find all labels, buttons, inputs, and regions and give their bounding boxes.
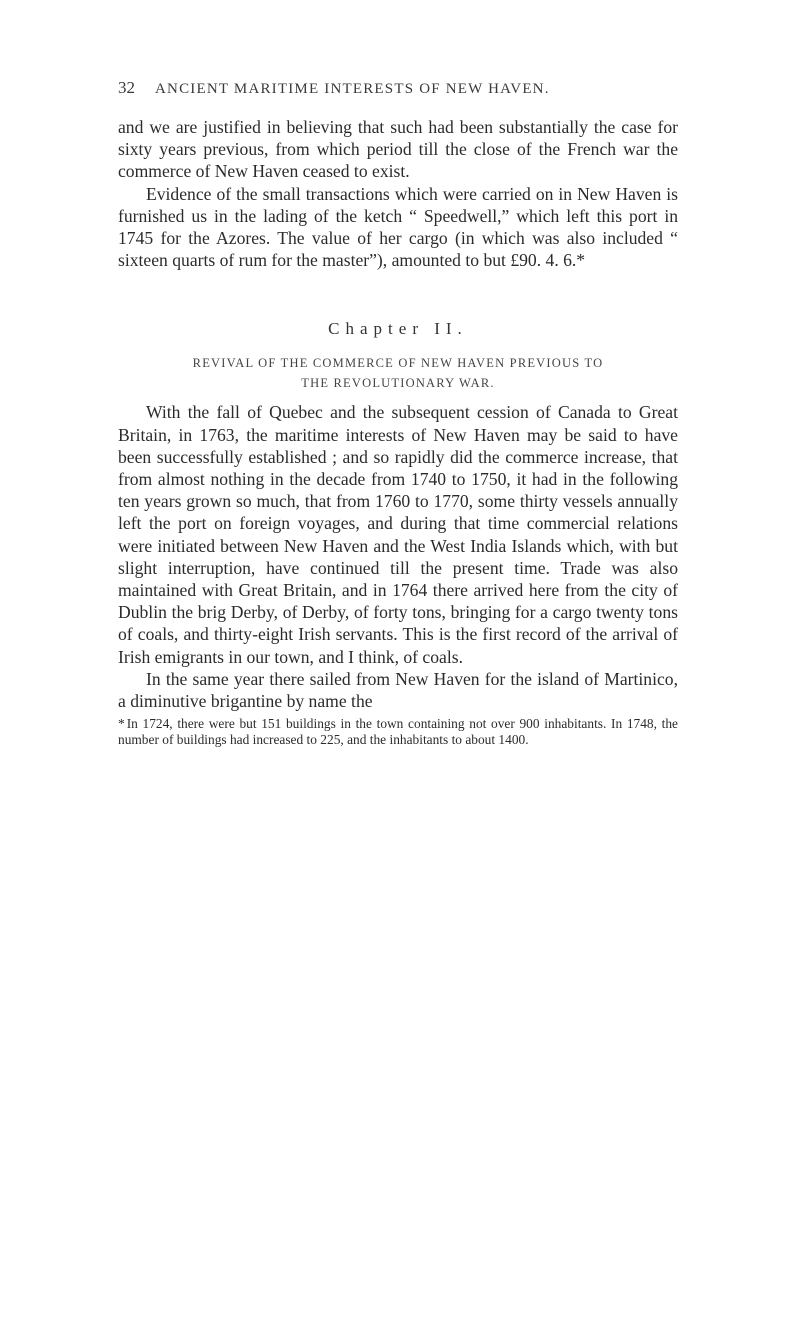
chapter-subtitle-line-1: REVIVAL OF THE COMMERCE OF NEW HAVEN PREVIOUS TO: [192, 356, 604, 371]
chapter-heading: Chapter II.: [328, 319, 468, 339]
footnote: [118, 716, 678, 748]
running-head: [118, 78, 678, 98]
martinico-paragraph: In the same year there sailed from New Haven for the island of Martinico, a diminutive brigantine by name the: [118, 668, 678, 712]
speedwell-paragraph: Evidence of the small transactions which were carried on in New Haven is furnished us in the lading of the ketch “ Speedwell,” which left this port in 1745 for the Azores. The value of her cargo (in which was also included “ sixteen quarts of rum for the master”), amounted to but £90. 4. 6.*: [118, 183, 678, 271]
footnote-text: In 1724, there were but 151 buildings in the town containing not over 900 inhabitants. In 1748, the number of buildings had increased to 225, and the inhabitants to about 1400.: [118, 716, 678, 748]
page-number: 32: [118, 78, 135, 97]
chapter-subtitle-line-2: THE REVOLUTIONARY WAR.: [301, 376, 495, 391]
running-head-title: ANCIENT MARITIME INTERESTS OF NEW HAVEN.: [155, 81, 550, 97]
quebec-paragraph: With the fall of Quebec and the subsequent cession of Canada to Great Britain, in 1763, the maritime interests of New Haven may be said to have been successfully established ; and so rapidly did the commerce increase, that from almost nothing in the decade from 1740 to 1750, it had in the following ten years grown so much, that from 1760 to 1770, some thirty vessels annually left the port on foreign voyages, and during that time commercial relations were initiated between New Haven and the West India Islands which, with but slight interruption, have continued till the present time. Trade was also maintained with Great Britain, and in 1764 there arrived here from the city of Dublin the brig Derby, of Derby, of forty tons, bringing for a cargo twenty tons of coals, and thirty-eight Irish servants. This is the first record of the arrival of Irish emigrants in our town, and I think, of coals.: [118, 402, 678, 667]
chapter-subtitle: [118, 353, 678, 393]
continued-paragraph: and we are justified in believing that such had been substantially the case for sixty years previous, from which period till the close of the French war the commerce of New Haven ceased to exist.: [118, 117, 678, 182]
footnote-marker: *: [118, 716, 125, 732]
book-page: [118, 78, 678, 748]
